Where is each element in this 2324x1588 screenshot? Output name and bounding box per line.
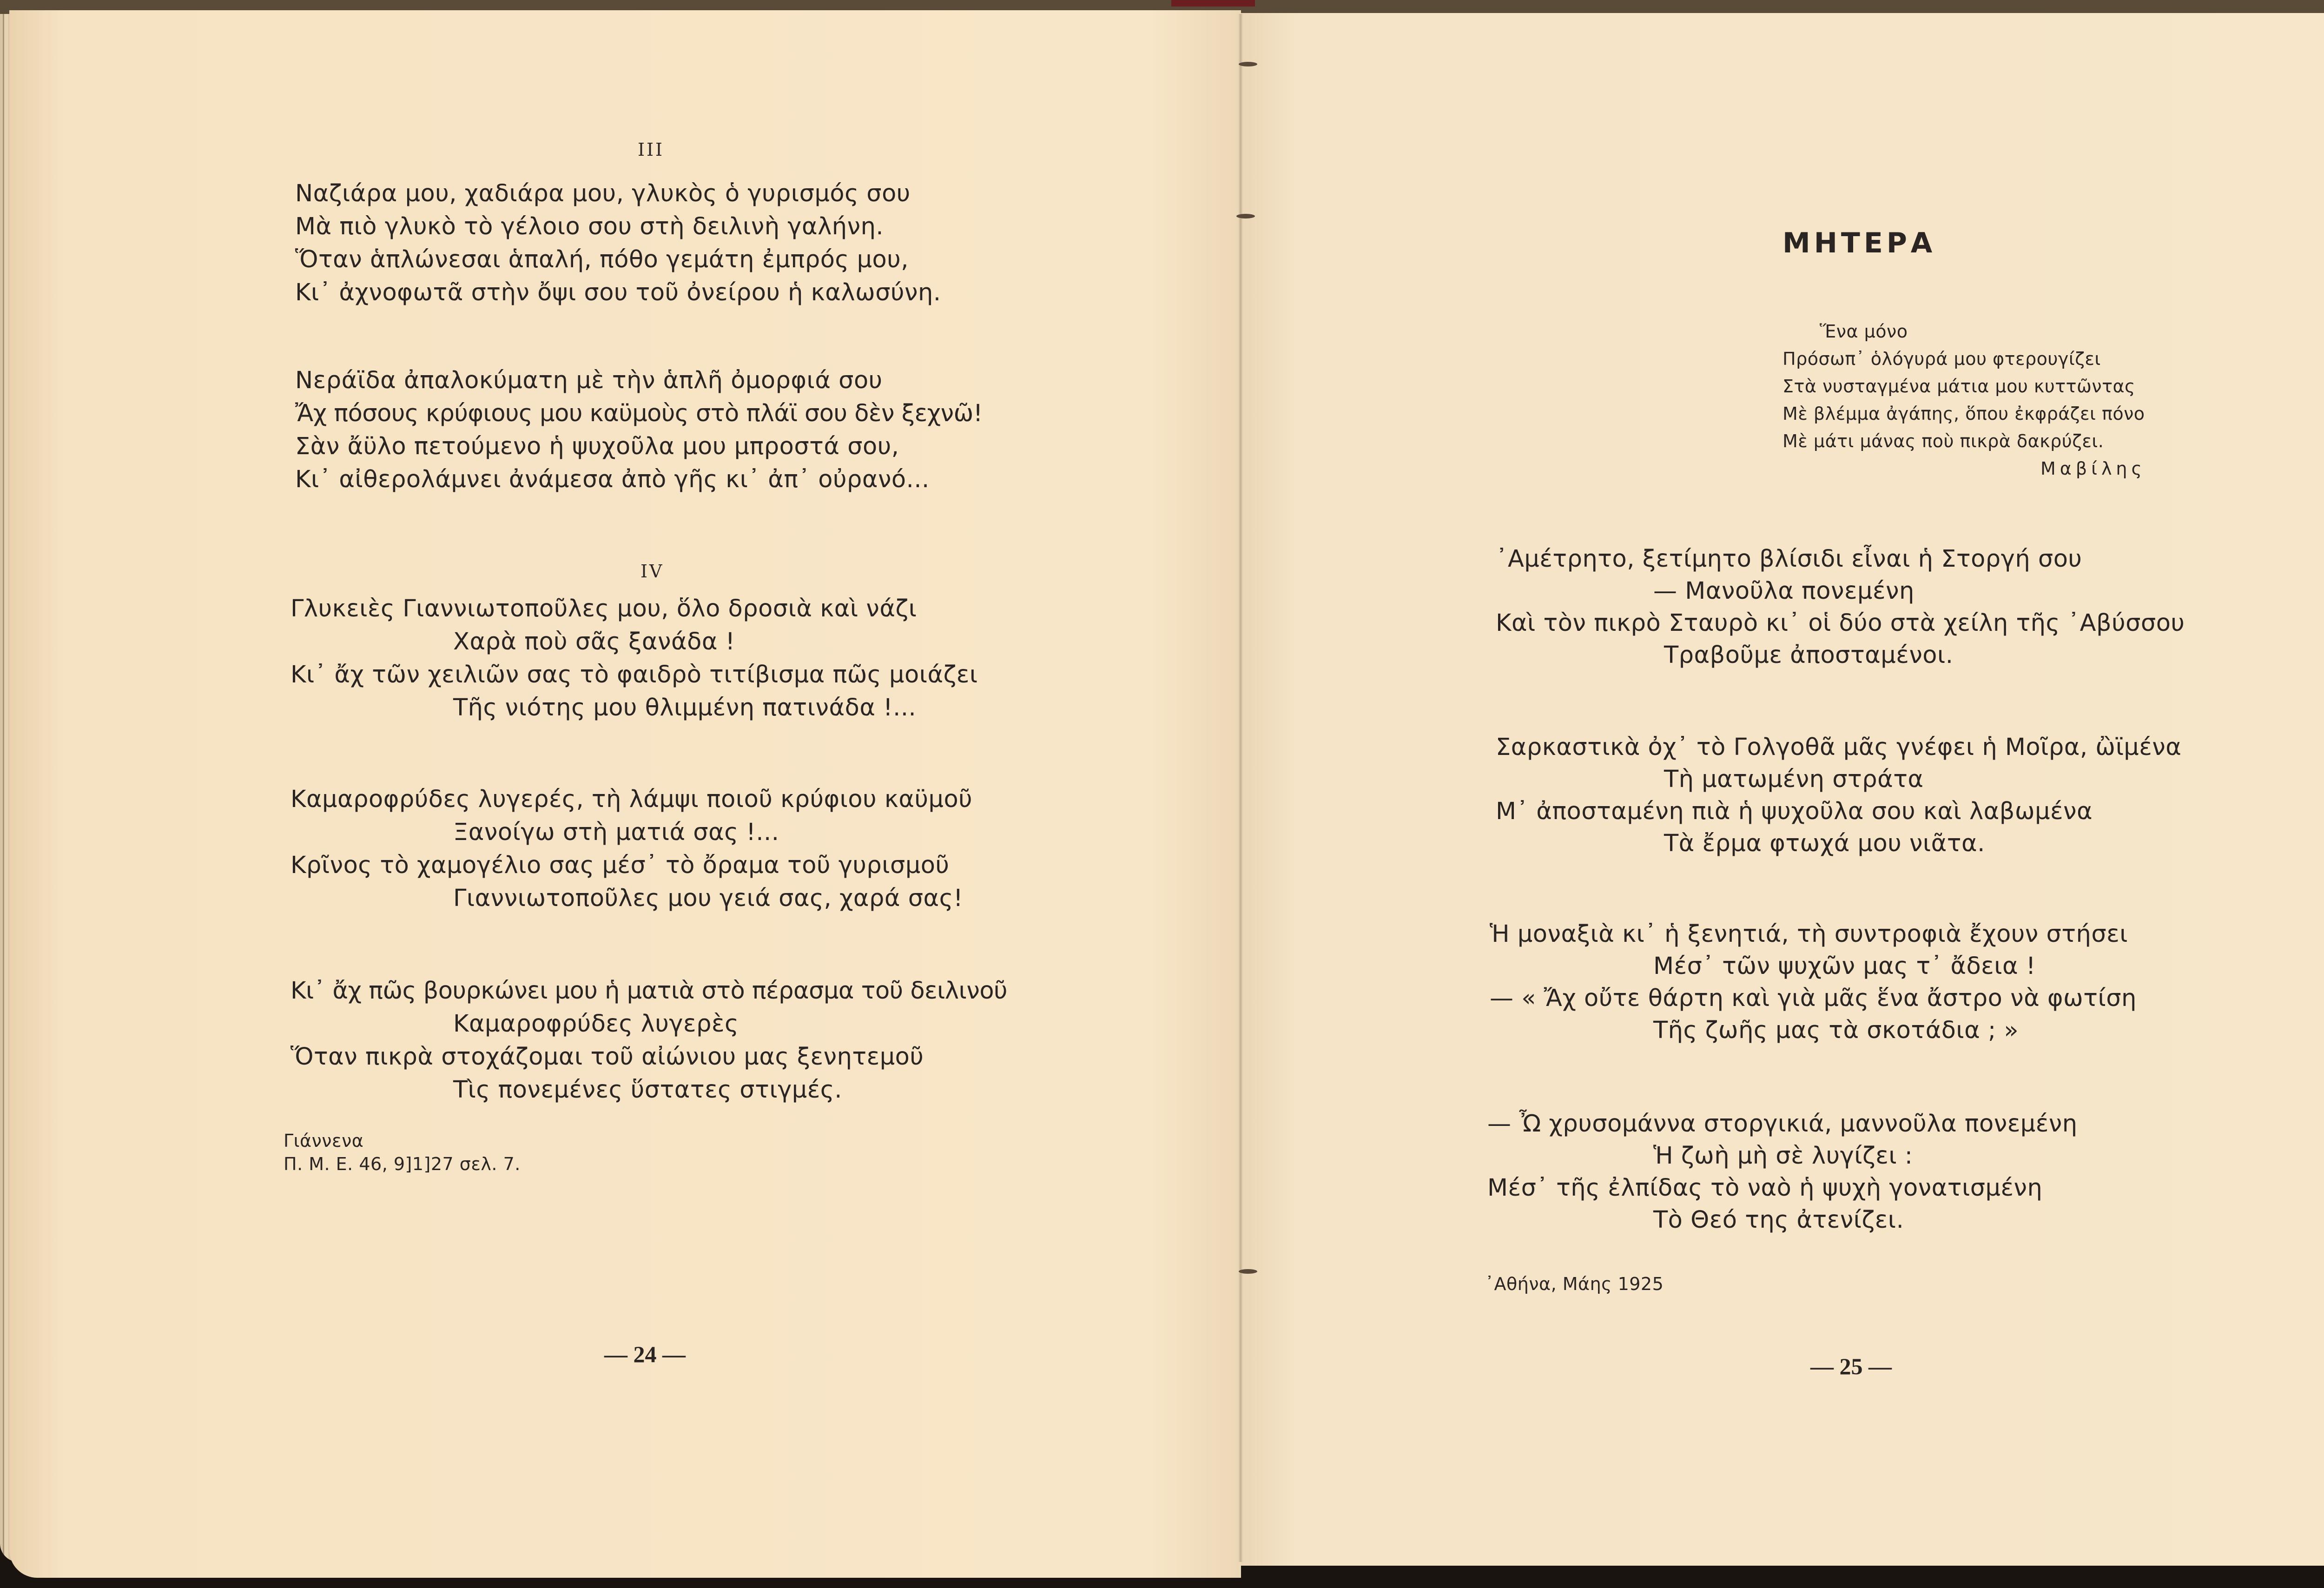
verse-line: Ξανοίγω στὴ ματιά σας !... <box>453 819 779 846</box>
poem-title: ΜΗΤΕΡΑ <box>1783 227 1936 259</box>
verse-line: Κι᾿ ἄχ πῶς βουρκώνει μου ἡ ματιὰ στὸ πέρασμα τοῦ δειλινοῦ <box>290 977 1008 1005</box>
epigraph-author: Μαβίλης <box>2040 458 2146 479</box>
verse-line: — « Ἄχ οὔτε θάρτη καὶ γιὰ μᾶς ἕνα ἄστρο νὰ φωτίση <box>1490 985 2137 1012</box>
verse-line: Γλυκειὲς Γιαννιωτοποῦλες μου, ὅλο δροσιὰ καὶ νάζι <box>290 595 917 622</box>
verse-line: Τὰ ἔρμα φτωχά μου νιᾶτα. <box>1664 830 1985 857</box>
verse-line: ᾿Αμέτρητο, ξετίμητο βλίσιδι εἶναι ἡ Στοργή σου <box>1496 545 2082 573</box>
verse-line: Σαρκαστικὰ ὀχ᾿ τὸ Γολγοθᾶ μᾶς γνέφει ἡ Μοῖρα, ὢϊμένα <box>1496 734 2182 761</box>
epigraph-line: Στὰ νυσταγμένα μάτια μου κυττῶντας <box>1783 376 2135 397</box>
verse-line: Κι᾿ αἰθερολάμνει ἀνάμεσα ἀπὸ γῆς κι᾿ ἀπ᾿ οὐρανό... <box>295 466 930 493</box>
verse-line: Ὅταν ἁπλώνεσαι ἁπαλή, πόθο γεμάτη ἐμπρός μου, <box>295 246 909 273</box>
right-page <box>1241 13 2324 1566</box>
verse-line: Τραβοῦμε ἀποσταμένοι. <box>1664 642 1954 669</box>
verse-line: Τὸ Θεό της ἀτενίζει. <box>1653 1206 1904 1234</box>
book-gutter <box>1238 14 1243 1562</box>
binding-stitch <box>1239 62 1257 66</box>
verse-line: Ναζιάρα μου, χαδιάρα μου, γλυκὸς ὁ γυρισμός σου <box>295 180 911 207</box>
verse-line: — Ὦ χρυσομάννα στοργικιά, μαννοῦλα πονεμένη <box>1487 1110 2078 1138</box>
verse-line: — Μανοῦλα πονεμένη <box>1653 577 1915 605</box>
section-heading-iii: III <box>638 139 665 160</box>
binding-stitch <box>1236 214 1255 218</box>
verse-line: Τῆς ζωῆς μας τὰ σκοτάδια ; » <box>1653 1017 2019 1044</box>
verse-line: Καὶ τὸν πικρὸ Σταυρὸ κι᾿ οἱ δύο στὰ χείλη τῆς ᾿Αβύσσου <box>1496 609 2185 637</box>
verse-line: Μ᾿ ἀποσταμένη πιὰ ἡ ψυχοῦλα σου καὶ λαβωμένα <box>1496 798 2093 825</box>
section-heading-iv: IV <box>640 561 664 582</box>
page-number: — 25 — <box>1810 1353 1892 1379</box>
epigraph-line: Ἕνα μόνο <box>1820 321 1908 342</box>
verse-line: Κι᾿ ἄχ τῶν χειλιῶν σας τὸ φαιδρὸ τιτίβισμα πῶς μοιάζει <box>290 661 978 688</box>
epigraph-line: Μὲ βλέμμα ἀγάπης, ὅπου ἐκφράζει πόνο <box>1783 404 2145 424</box>
place-note: Γιάννενα <box>284 1131 364 1151</box>
epigraph-line: Μὲ μάτι μάνας ποὺ πικρὰ δακρύζει. <box>1783 431 2104 451</box>
place-date-note: ᾿Αθήνα, Μάης 1925 <box>1485 1274 1664 1294</box>
verse-line: Μέσ᾿ τῶν ψυχῶν μας τ᾿ ἄδεια ! <box>1653 953 2036 980</box>
bookmark-ribbon <box>1171 0 1255 7</box>
verse-line: Τὶς πονεμένες ὕστατες στιγμές. <box>453 1076 842 1104</box>
verse-line: Τῆς νιότης μου θλιμμένη πατινάδα !... <box>453 694 917 721</box>
verse-line: Καμαροφρύδες λυγερὲς <box>453 1010 739 1038</box>
verse-line: Χαρὰ ποὺ σᾶς ξανάδα ! <box>453 628 735 655</box>
verse-line: Νεράϊδα ἀπαλοκύματη μὲ τὴν ἁπλῆ ὀμορφιά σου <box>295 367 883 394</box>
verse-line: Κρῖνος τὸ χαμογέλιο σας μέσ᾿ τὸ ὄραμα τοῦ γυρισμοῦ <box>290 852 950 879</box>
verse-line: Τὴ ματωμένη στράτα <box>1664 766 1924 793</box>
verse-line: Ἡ ζωὴ μὴ σὲ λυγίζει : <box>1653 1142 1913 1170</box>
verse-line: Ἄχ πόσους κρύφιους μου καϋμοὺς στὸ πλάϊ σου δὲν ξεχνῶ! <box>295 400 983 427</box>
page-number: — 24 — <box>604 1341 686 1367</box>
verse-line: Μέσ᾿ τῆς ἐλπίδας τὸ ναὸ ἡ ψυχὴ γονατισμένη <box>1487 1174 2043 1202</box>
verse-line: Γιαννιωτοποῦλες μου γειά σας, χαρά σας! <box>453 885 964 912</box>
verse-line: Ἡ μοναξιὰ κι᾿ ἡ ξενητιά, τὴ συντροφιὰ ἔχουν στήσει <box>1490 920 2128 948</box>
verse-line: Σὰν ἄϋλο πετούμενο ἡ ψυχοῦλα μου μπροστά σου, <box>295 433 899 460</box>
source-note: Π. Μ. Ε. 46, 9]1]27 σελ. 7. <box>284 1154 521 1174</box>
verse-line: Καμαροφρύδες λυγερές, τὴ λάμψι ποιοῦ κρύφιου καϋμοῦ <box>290 786 973 813</box>
verse-line: Κι᾿ ἀχνοφωτᾶ στὴν ὄψι σου τοῦ ὀνείρου ἡ καλωσύνη. <box>295 279 941 306</box>
verse-line: Ὅταν πικρὰ στοχάζομαι τοῦ αἰώνιου μας ξενητεμοῦ <box>290 1043 924 1071</box>
epigraph-line: Πρόσωπ᾿ ὁλόγυρά μου φτερουγίζει <box>1783 349 2101 369</box>
binding-stitch <box>1239 1269 1257 1274</box>
left-page <box>9 10 1241 1578</box>
verse-line: Μὰ πιὸ γλυκὸ τὸ γέλοιο σου στὴ δειλινὴ γαλήνη. <box>295 213 884 240</box>
